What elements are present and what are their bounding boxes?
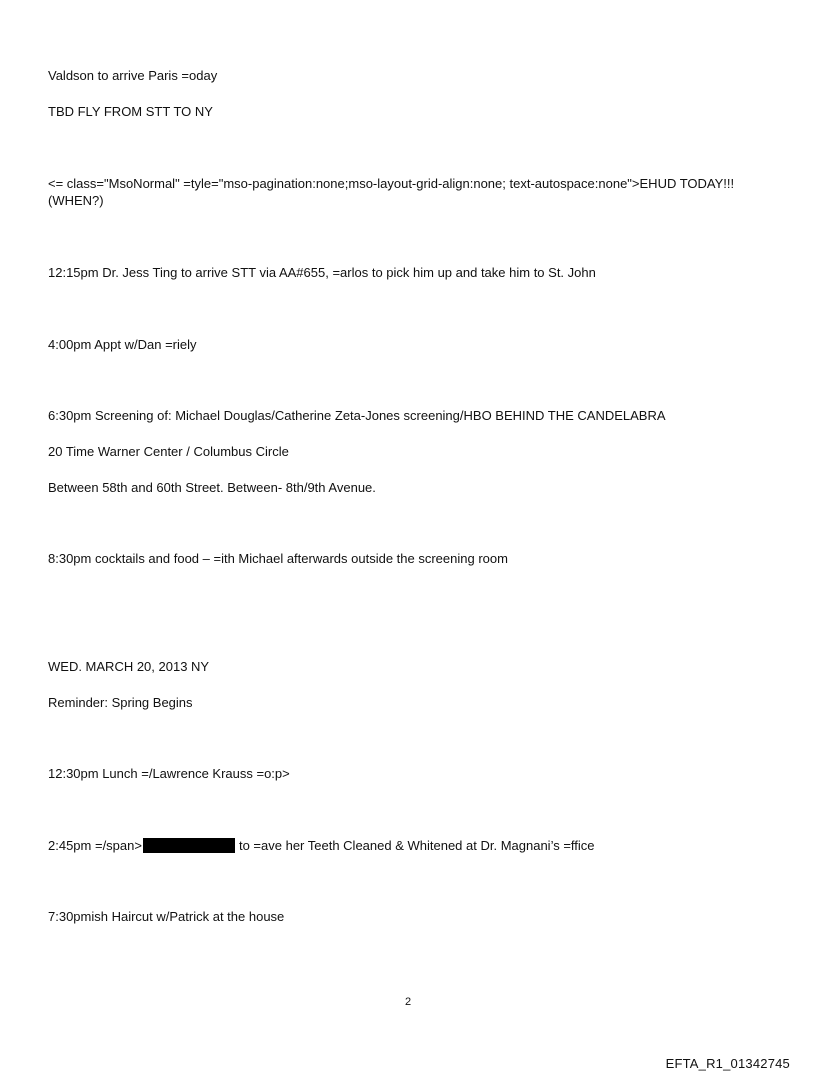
entry-teeth-after: to =ave her Teeth Cleaned & Whitened at Dr. Magnani’s =ffice (238, 838, 595, 853)
entry-valdson: Valdson to arrive Paris =oday (48, 68, 218, 83)
entry-teeth-before: 2:45pm =/span> (48, 838, 142, 853)
redaction-block (143, 838, 235, 853)
entry-ting: 12:15pm Dr. Jess Ting to arrive STT via AA#655, =arlos to pick him up and take him to St. John (48, 265, 596, 280)
entry-haircut: 7:30pmish Haircut w/Patrick at the house (48, 909, 285, 924)
entry-ehud: <= class="MsoNormal" =tyle="mso-pagination:none;mso-layout-grid-align:none; text-autospace:none">EHUD TODAY!!! (WHEN?) (48, 176, 735, 208)
entry-lunch: 12:30pm Lunch =/Lawrence Krauss =o:p> (48, 766, 290, 781)
document-id: EFTA_R1_01342745 (665, 1056, 790, 1071)
entry-dan: 4:00pm Appt w/Dan =riely (48, 337, 197, 352)
entry-screening: 6:30pm Screening of: Michael Douglas/Catherine Zeta-Jones screening/HBO BEHIND THE CANDELABRA (48, 408, 666, 423)
page-number: 2 (404, 996, 412, 1008)
entry-address-1: 20 Time Warner Center / Columbus Circle (48, 444, 289, 459)
entry-address-2: Between 58th and 60th Street. Between- 8th/9th Avenue. (48, 480, 376, 495)
entry-cocktails: 8:30pm cocktails and food – =ith Michael afterwards outside the screening room (48, 551, 508, 566)
date-header: WED. MARCH 20, 2013 NY (48, 659, 210, 674)
entry-teeth (48, 837, 595, 854)
entry-reminder: Reminder: Spring Begins (48, 695, 193, 710)
entry-tbd-fly: TBD FLY FROM STT TO NY (48, 104, 213, 119)
